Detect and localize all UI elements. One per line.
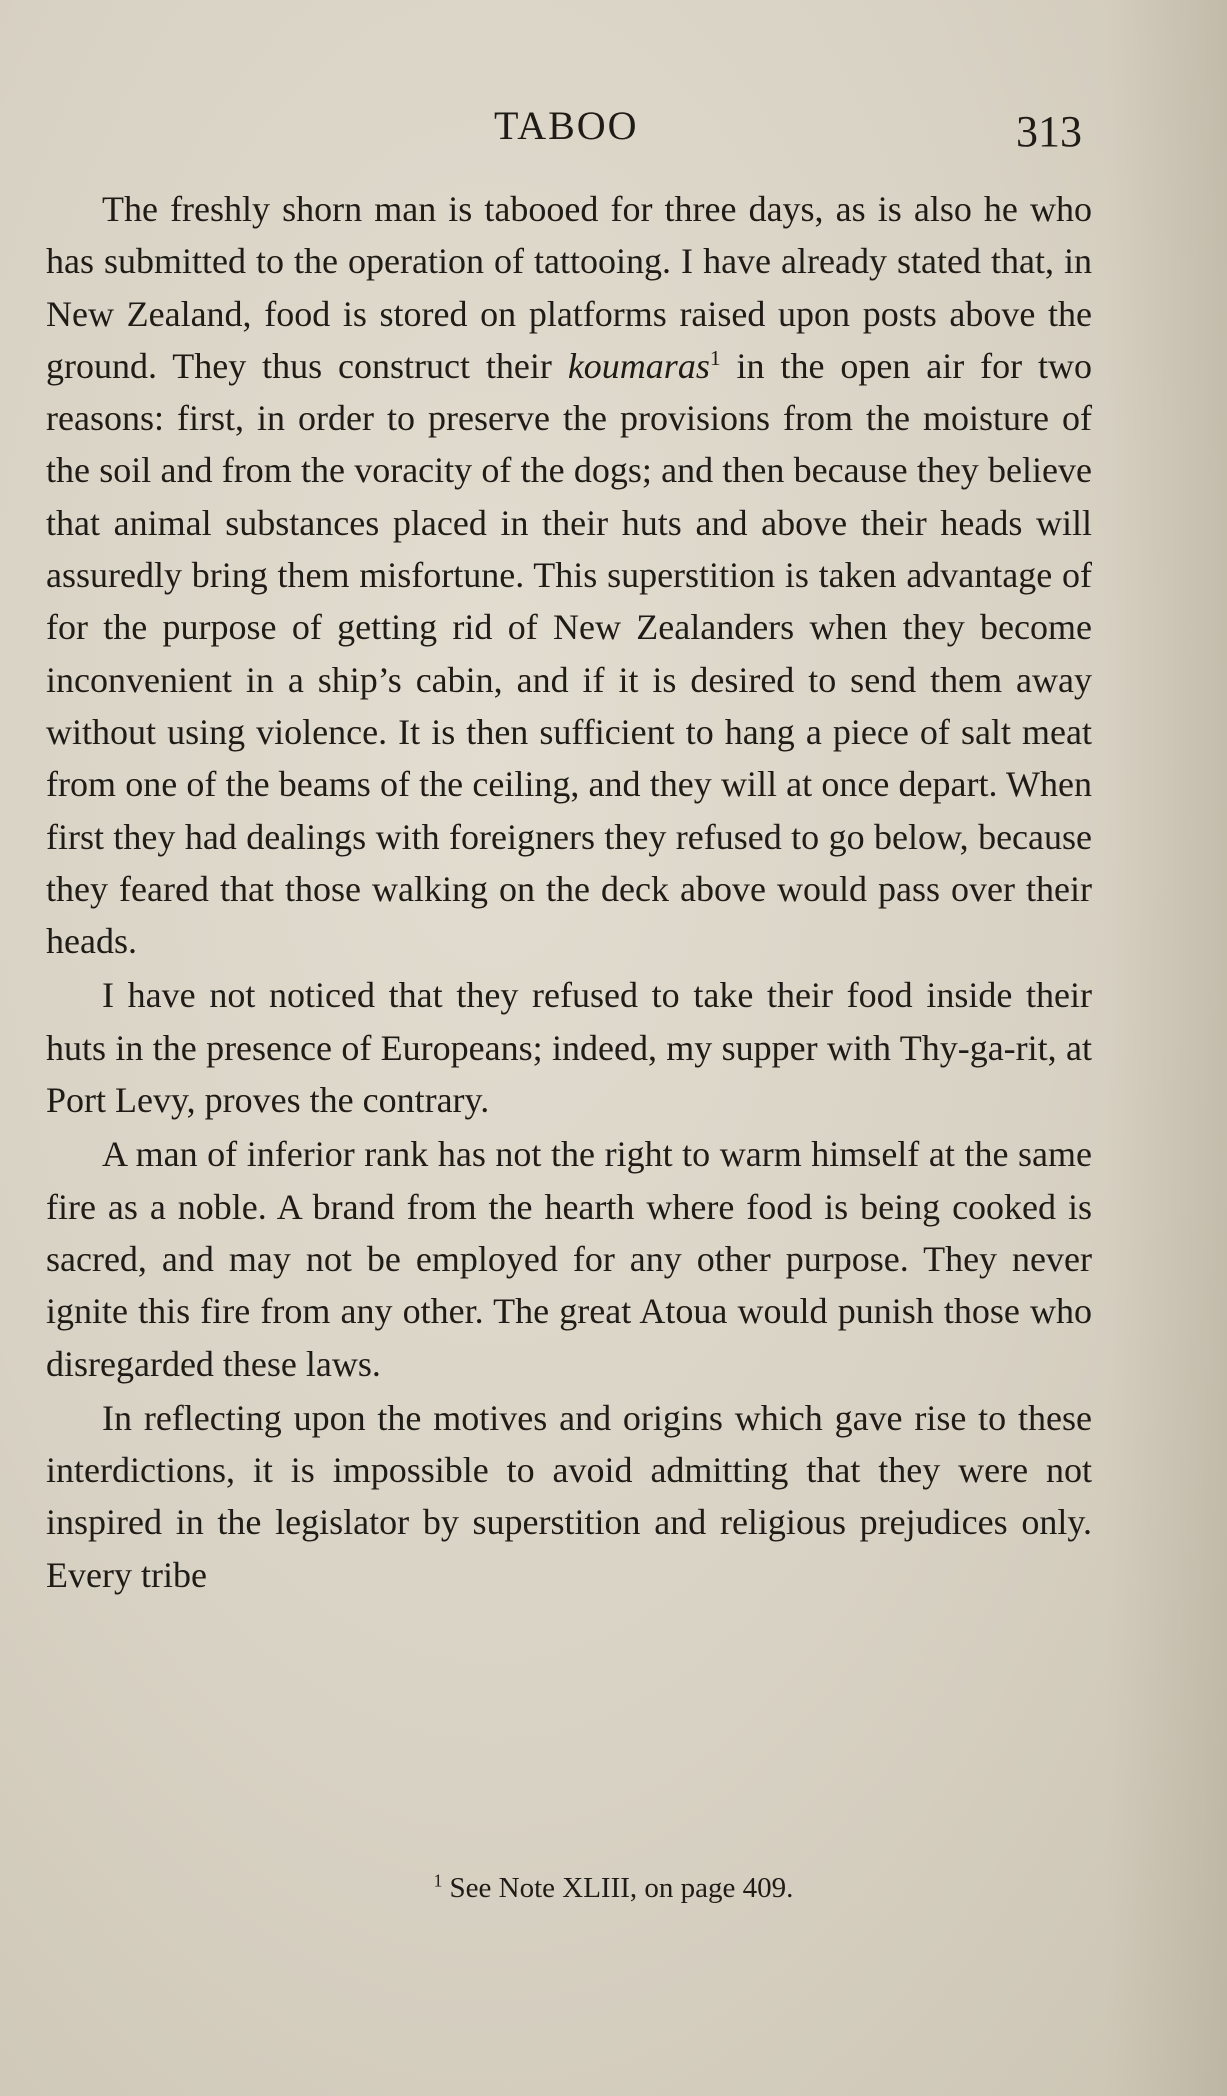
page-edge-shadow xyxy=(1107,0,1227,2096)
running-title: TABOO xyxy=(494,103,639,148)
footnote-text: See Note XLIII, on page 409. xyxy=(449,1872,794,1904)
footnote-marker: 1 xyxy=(433,1870,443,1891)
koumaras-term: koumaras xyxy=(567,345,710,386)
page-header xyxy=(0,96,1227,156)
paragraph-3: A man of inferior rank has not the right to warm himself at the same fire as a noble. A brand from the hearth where food is being cooked is sacred, and may not be employed for any other purpose. They never ignite this fire from any other. The great Atoua would punish those who disregarded these laws. xyxy=(46,1134,1092,1384)
paragraph-2: I have not noticed that they refused to take their food inside their huts in the presence of Europeans; indeed, my supper with Thy-ga-rit, at Port Levy, proves the contrary. xyxy=(46,975,1092,1121)
page-number: 313 xyxy=(1016,107,1082,156)
body-text xyxy=(46,183,1092,1601)
paragraph-1-text-b: in the open air for two reasons: first, in order to preserve the provisions from the moisture of the soil and from the voracity of the dogs; and then because they believe that animal substances placed in their huts and above their heads will assuredly bring them misfortune. This superstition is taken advantage of for the purpose of getting rid of New Zealanders when they become inconvenient in a ship’s cabin, and if it is desired to send them away without using violence. It is then sufficient to hang a piece of salt meat from one of the beams of the ceiling, and they will at once depart. When first they had dealings with foreigners they refused to go below, because they feared that those walking on the deck above would pass over their heads. xyxy=(46,345,1093,962)
footnote xyxy=(0,1872,1227,1905)
footnote-reference[interactable]: 1 xyxy=(709,345,721,370)
paragraph-1-text-a: The freshly shorn man is tabooed for three days, as is also he who has submitted to the operation of tattooing. I have already stated that, in New Zealand, food is stored on platforms raised upon posts above the ground. They thus construct their xyxy=(46,189,1092,386)
paragraph-1 xyxy=(46,183,1092,967)
paragraph-4: In reflecting upon the motives and origins which gave rise to these interdictions, it is impossible to avoid admitting that they were not inspired in the legislator by superstition and religious prejudices only. Every tribe xyxy=(46,1397,1092,1595)
